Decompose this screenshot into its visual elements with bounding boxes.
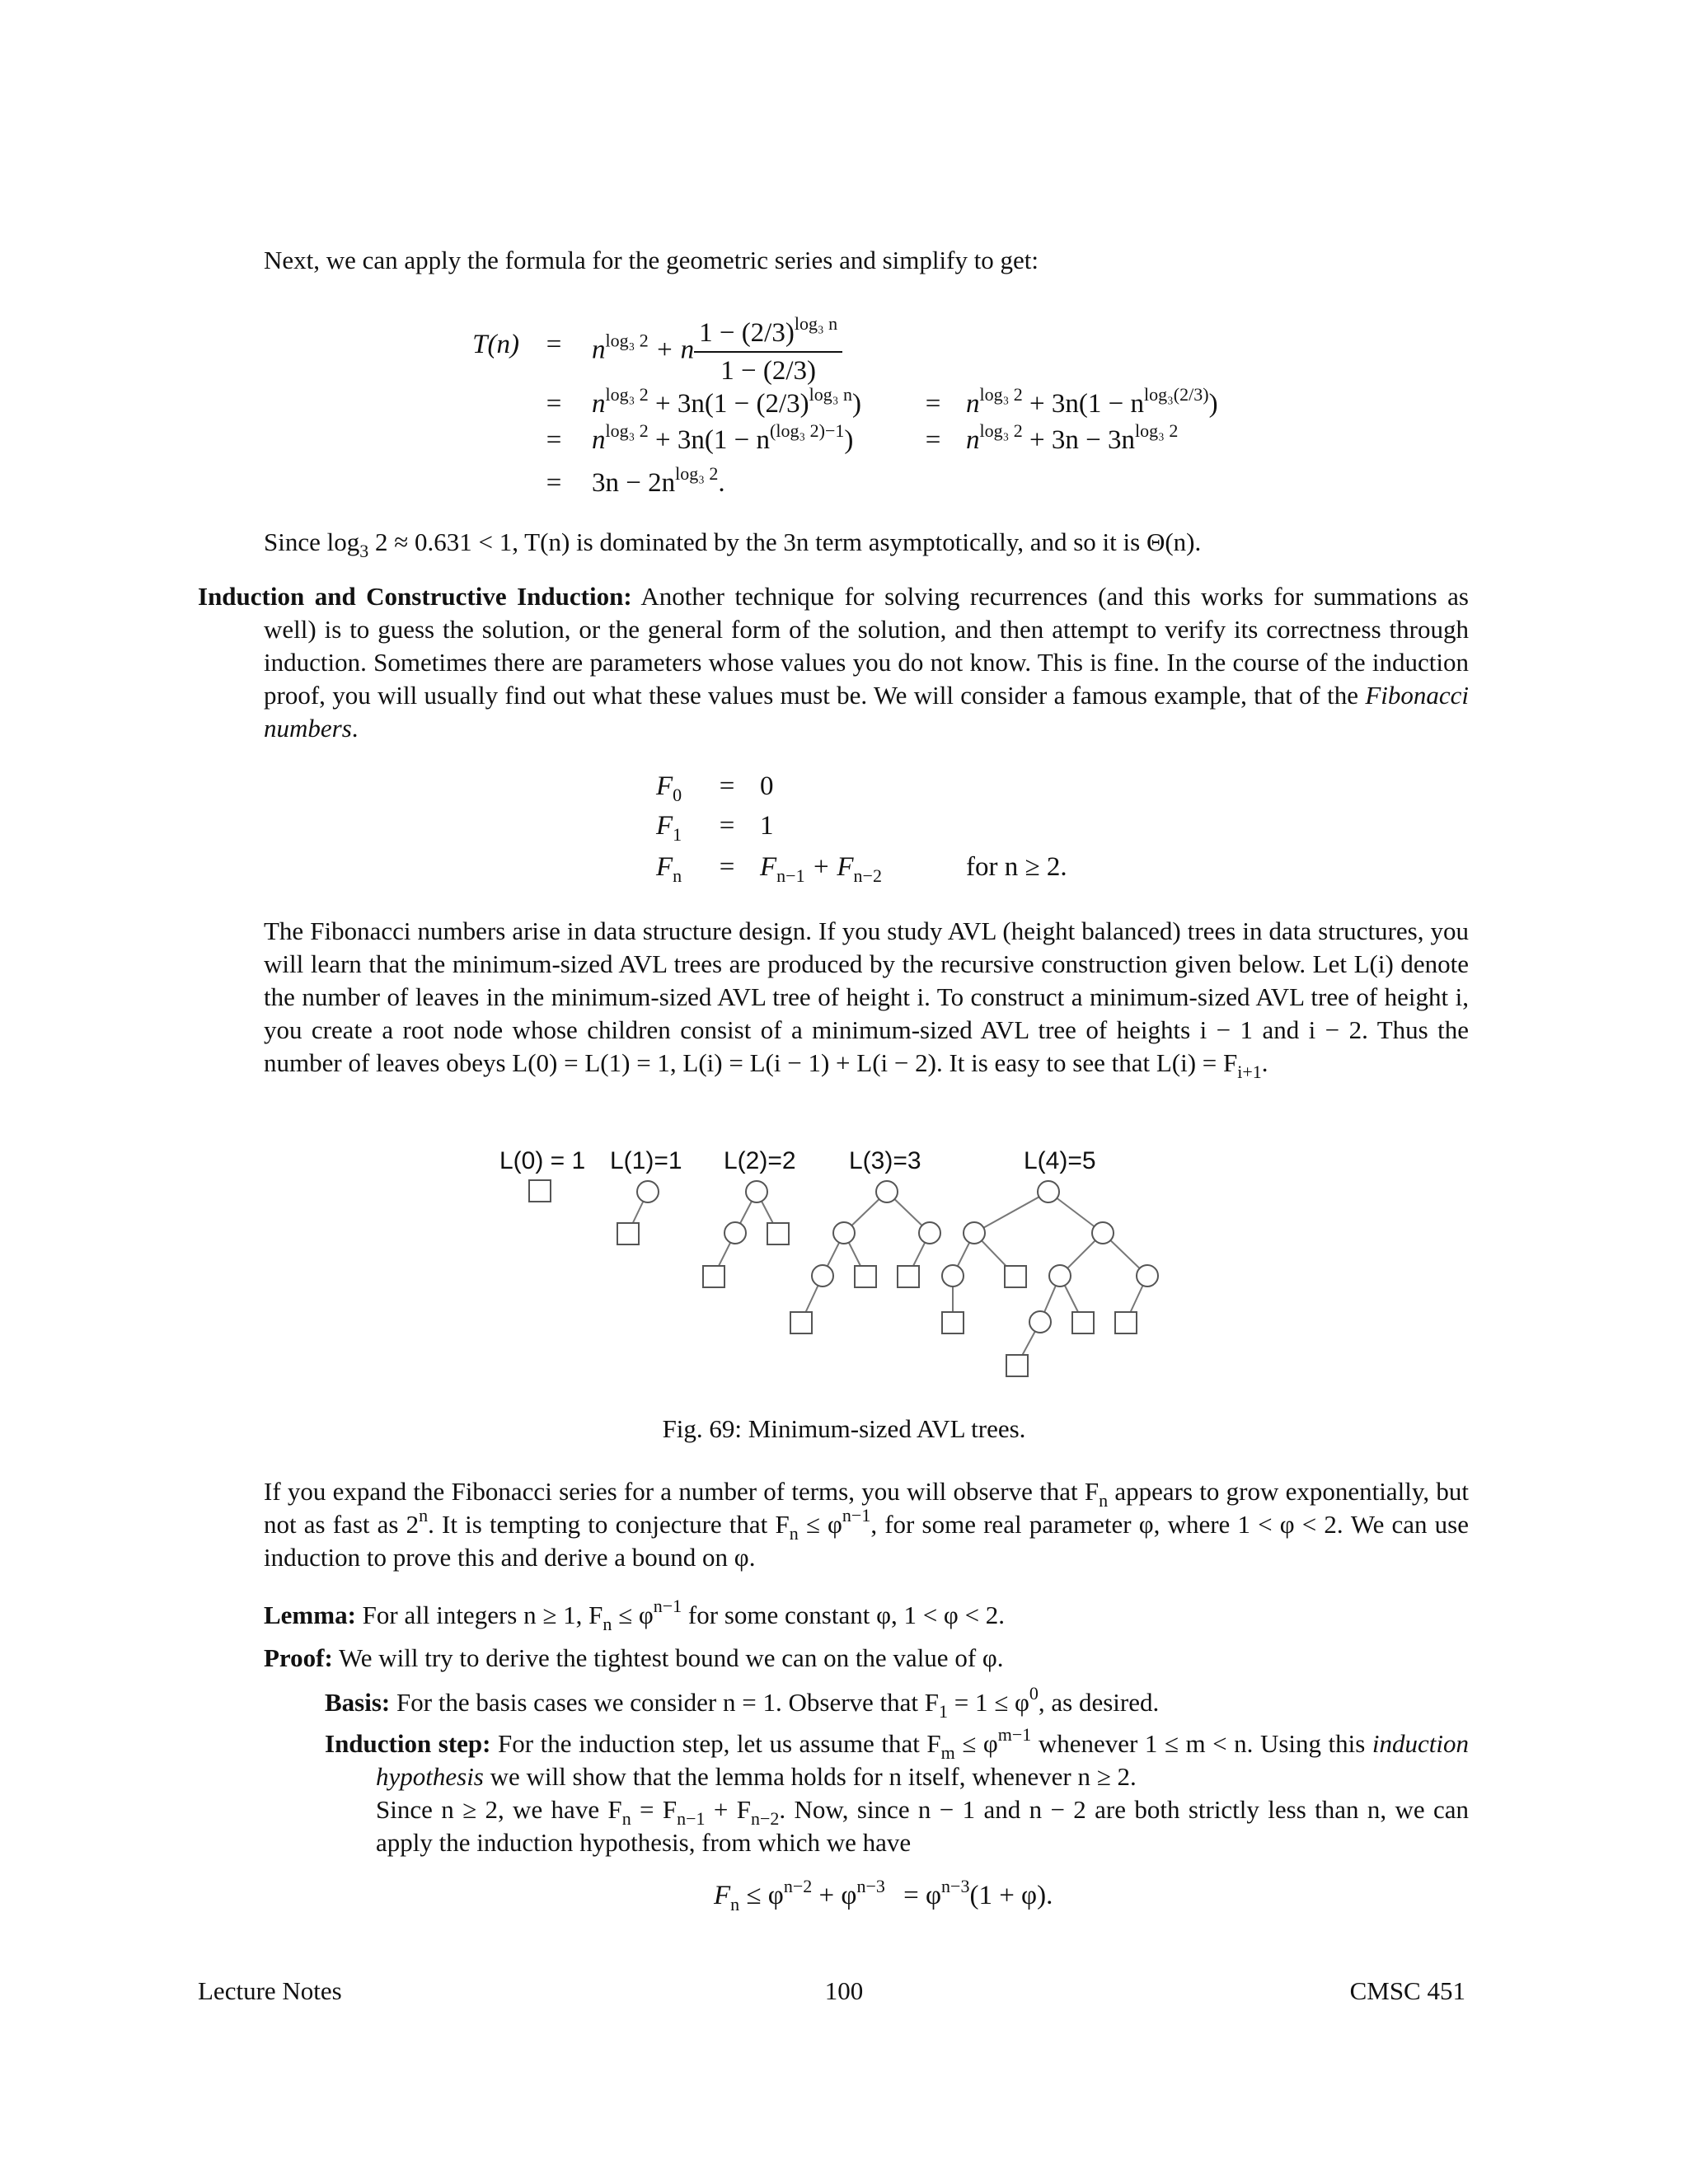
derivation-lhs: T(n) [472,330,519,359]
footer-left: Lecture Notes [198,1976,342,2005]
avl-label-4: L(4)=5 [1024,1147,1096,1174]
avl-leaf [767,1223,789,1244]
avl-node [1137,1265,1158,1286]
induction-paragraph: Induction and Constructive Induction: Another technique for solving recurrences (and this works for summations as well) is to guess the solution, or the general form of the solution, and then attempt to verify its correctness through induction. Sometimes there are parameters whose values you do not know. This is fine. In the course of the induction proof, you will usually find out what these values must be. We will consider a famous example, that of the Fibonacci numbers. [198,582,1469,743]
avl-leaf [1005,1266,1026,1287]
induction-step-continued: Since n ≥ 2, we have $F_n = F_{n-1} + F_{n-2}$. Now, since n − 1 and n − 2 are both strictly less than n, we can apply the induction hypothesis, from which we have [376,1795,1469,1857]
avl-label-3: L(3)=3 [849,1147,921,1174]
avl-node [637,1181,659,1202]
avl-node [964,1222,985,1244]
avl-node [1049,1265,1071,1286]
geometric-fraction: $\frac{1 - (2/3)^{log_3 n}}{1 - (2/3)}$ [694,316,842,387]
derivation-eq-1: = [546,330,562,359]
avl-node [919,1222,940,1244]
fib-condition: for n ≥ 2. [966,852,1067,882]
induction-step: Induction step: For the induction step, let us assume that $F_m \le \varphi^{m-1}$ whenever 1 ≤ m < n. Using this induction hypothesis we will show that the lemma holds for n itself, whenever n ≥ 2. [325,1724,1470,1791]
intro-sentence: Next, we can apply the formula for the geometric series and simplify to get: [264,246,1039,274]
avl-node [1038,1181,1059,1202]
avl-leaf [898,1266,919,1287]
avl-node [833,1222,855,1244]
avl-node [942,1265,964,1286]
document-page: Next, we can apply the formula for the geometric series and simplify to get: T(n) = $n^{log_3 2} + n$ $\frac{1 - (2/3)^{log_3 n}}{1 - (2/3)}$ = $n^{log_3 2} + 3n(1 - (2/3)^{log_3 n})$ = $n^{log_3 2} + 3n(1 - n^{log_3(2/3)})$ = $n^{log_3 2} + 3n(1 - n^{(log_3 2)-1})$ = $n^{log_3 2} + 3n - 3n^{log_3 2}$ = $3n - 2n^{log_3 2}$. Since $\log_3 2 \approx 0.631 < 1$, T(n) is dominated by the 3n term asymptotically, and so it is Θ(n). Induction and Constructive Induction: Another technique for solving recurrences (and this works for summations as well) is to guess the solution, or the general form of the solution, and then attempt to verify its correctness through induction. Sometimes there are parameters whose values you do not know. This is fine. In the course of the induction proof, you will usually find out what these values must be. We will consider a famous example, that of the Fibonacci numbers. $F_0$ = 0 $F_1$ = 1 $F_n$ = $F_{n-1} + F_{n-2}$ for n ≥ 2. The Fibonacci numbers arise in data structure design. If you study AVL (height balanced) trees in data structures, you will learn that the minimum-sized AVL trees are produced by the recursive construction given below. Let L(i) denote the number of leaves in the minimum-sized AVL tree of height i. To construct a minimum-sized AVL tree of height i, you create a root node whose children consist of a minimum-sized AVL tree of heights i − 1 and i − 2. Thus the number of leaves obeys L(0) = L(1) = 1, L(i) = L(i − 1) + L(i − 2). It is easy to see that $L(i) = F_{i+1}$. L(0) = 1 L(1)=1 L(2)=2 L(3)=3 L(4)=5 Fig. 69: Minimum-sized AVL trees. If you expand the Fibonacci series for a number of terms, you will observe that $F_n$ appears to grow exponentially, but not as fast as 2$^n$. It is tempting to conjecture that $F_n \le \varphi^{n-1}$, for some real parameter φ, where 1 < φ < 2. We can use induction to prove this and derive a bound on φ. Lemma: For all integers n ≥ 1, $F_n \le \varphi^{n-1}$ for some constant φ, 1 < φ < 2. Proof: We will try to derive the tightest bound we can on the value of φ. Basis: For the basis cases we consider n = 1. Observe that $F_1 = 1 \le \varphi^0$, as desired. Induction step: For the induction step, let us assume that $F_m \le \varphi^{m-1}$ whenever 1 ≤ m < n. Using this induction hypothesis we will show that the lemma holds for n itself, whenever n ≥ 2. Since n ≥ 2, we have $F_n = F_{n-1} + F_{n-2}$. Now, since n − 1 and n − 2 are both strictly less than n, we can apply the induction hypothesis, from which we have $F_n \le \varphi^{n-2} + \varphi^{n-3} = \varphi^{n-3}(1 + \varphi)$. Lecture Notes 100 CMSC 451 [0,0,1688,2184]
avl-node [724,1222,746,1244]
avl-leaf [529,1180,551,1202]
final-equation: $F_n \le \varphi^{n-2} + \varphi^{n-3} = \varphi^{n-3}(1 + \varphi)$. [714,1876,1053,1915]
avl-leaf [617,1223,639,1244]
basis: Basis: For the basis cases we consider n = 1. Observe that $F_1 = 1 \le \varphi^0$, as desired. [325,1683,1160,1722]
avl-label-2: L(2)=2 [724,1147,796,1174]
avl-label-0: L(0) = 1 [499,1147,586,1174]
proof: Proof: We will try to derive the tightest bound we can on the value of φ. [264,1643,1004,1672]
avl-leaf [942,1312,964,1333]
figure-caption: Fig. 69: Minimum-sized AVL trees. [662,1414,1026,1443]
avl-node [812,1265,833,1286]
lemma: Lemma: For all integers n ≥ 1, $F_n \le \varphi^{n-1}$ for some constant φ, 1 < φ < 2. [264,1596,1006,1634]
avl-label-1: L(1)=1 [610,1147,682,1174]
avl-node [876,1181,898,1202]
avl-leaf [790,1312,812,1333]
page-number: 100 [824,1976,864,2005]
avl-node [1029,1311,1051,1333]
expand-paragraph: If you expand the Fibonacci series for a number of terms, you will observe that $F_n$ appears to grow exponentially, but not as fast as 2$^n$. It is tempting to conjecture that $F_n \le \varphi^{n-1}$, for some real parameter φ, where 1 < φ < 2. We can use induction to prove this and derive a bound on φ. [264,1477,1469,1572]
avl-leaf [1006,1355,1028,1376]
avl-leaf [855,1266,876,1287]
since-sentence: Since $\log_3 2 \approx 0.631 < 1$, T(n) is dominated by the 3n term asymptotically, and so it is Θ(n). [264,527,1202,561]
avl-node [746,1181,767,1202]
avl-leaf [1072,1312,1094,1333]
avl-paragraph: The Fibonacci numbers arise in data structure design. If you study AVL (height balanced) trees in data structures, you will learn that the minimum-sized AVL trees are produced by the recursive construction given below. Let L(i) denote the number of leaves in the minimum-sized AVL tree of height i. To construct a minimum-sized AVL tree of height i, you create a root node whose children consist of a minimum-sized AVL tree of heights i − 1 and i − 2. Thus the number of leaves obeys L(0) = L(1) = 1, L(i) = L(i − 1) + L(i − 2). It is easy to see that $L(i) = F_{i+1}$. [264,916,1469,1082]
induction-heading: Induction and Constructive Induction: [198,582,632,611]
footer-right: CMSC 451 [1349,1976,1465,2005]
avl-leaf [1115,1312,1137,1333]
avl-leaf [703,1266,724,1287]
derivation-line-1: T(n) = $n^{log_3 2} + n$ $\frac{1 - (2/3)^{log_3 n}}{1 - (2/3)}$ [0,316,1688,374]
avl-node [1092,1222,1114,1244]
